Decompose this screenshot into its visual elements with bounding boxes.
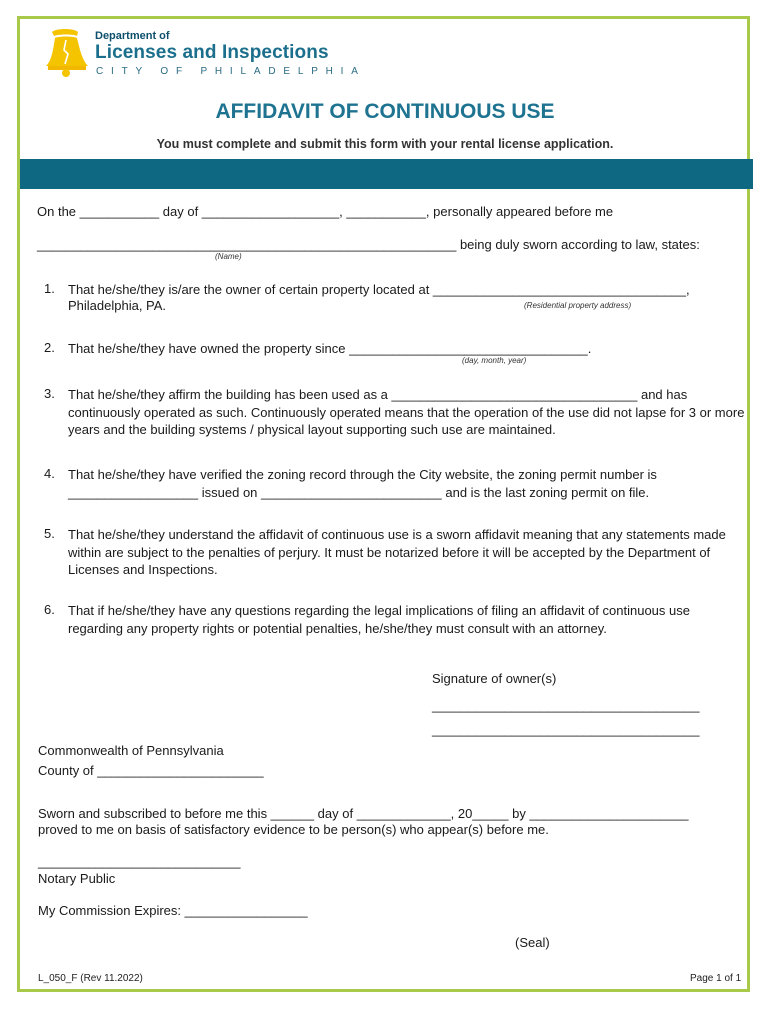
item-2-number: 2. (44, 340, 55, 355)
item-2-text: That he/she/they have owned the property since _________________________________. (68, 341, 592, 356)
commission-expires-field: My Commission Expires: _________________ (38, 903, 308, 918)
seal-label: (Seal) (515, 935, 550, 950)
item-4-text: That he/she/they have verified the zoning record through the City website, the zoning permit number is __________________ issued on _________________________ and is the last zoning permit on file. (68, 467, 657, 500)
city-name: CITY OF PHILADELPHIA (96, 66, 366, 77)
name-hint: (Name) (215, 252, 242, 261)
county-field: County of _______________________ (38, 763, 264, 778)
intro-line-1: On the ___________ day of ___________________, ___________, personally appeared before me (37, 204, 614, 219)
item-1-text-b: Philadelphia, PA. (68, 298, 167, 313)
notary-public-label: Notary Public (38, 871, 116, 886)
signature-line-1: _____________________________________ (432, 698, 700, 713)
item-1-text: That he/she/they is/are the owner of certain property located at ___________________________________, (68, 282, 690, 297)
item-5-number: 5. (44, 526, 55, 541)
item-4-number: 4. (44, 466, 55, 481)
item-3-text: That he/she/they affirm the building has been used as a __________________________________ and has continuously operated as such. Continuously operated means that the operation of the use did not lapse for 3 or more years and the building systems / physical layout supporting such use are maintained. (68, 387, 745, 437)
item-6-text: That if he/she/they have any questions regarding the legal implications of filing an affidavit of continuous use regarding any property rights or potential penalties, he/she/they must consult with an attorney. (68, 603, 690, 636)
intro-line-2: __________________________________________________________ being duly sworn according to law, states: (37, 237, 700, 252)
header-bar (20, 159, 753, 189)
page-title: AFFIDAVIT OF CONTINUOUS USE (215, 100, 555, 123)
page-number: Page 1 of 1 (690, 973, 742, 984)
form-id: L_050_F (Rev 11.2022) (38, 973, 143, 984)
sworn-line-1: Sworn and subscribed to before me this ______ day of _____________, 20_____ by ______________________ (38, 806, 689, 821)
item-5-text: That he/she/they understand the affidavit of continuous use is a sworn affidavit meaning that any statements made within are subject to the penalties of perjury. It must be notarized before it will be accepted by the Department of Licenses and Inspections. (68, 527, 726, 577)
signature-line-2: _____________________________________ (432, 722, 700, 737)
page-subtitle: You must complete and submit this form with your rental license application. (156, 137, 614, 151)
sworn-line-2: proved to me on basis of satisfactory evidence to be person(s) who appear(s) before me. (38, 822, 549, 837)
date-hint: (day, month, year) (462, 356, 527, 365)
notary-signature-line: ____________________________ (38, 854, 241, 869)
commonwealth-label: Commonwealth of Pennsylvania (38, 743, 224, 758)
address-hint: (Residential property address) (524, 301, 632, 310)
dept-label: Department of (95, 30, 170, 42)
dept-name: Licenses and Inspections (95, 42, 329, 63)
item-3-number: 3. (44, 386, 55, 401)
item-6-number: 6. (44, 602, 55, 617)
liberty-bell-logo-icon (44, 26, 92, 78)
item-1-number: 1. (44, 281, 55, 296)
signature-label: Signature of owner(s) (432, 671, 557, 686)
